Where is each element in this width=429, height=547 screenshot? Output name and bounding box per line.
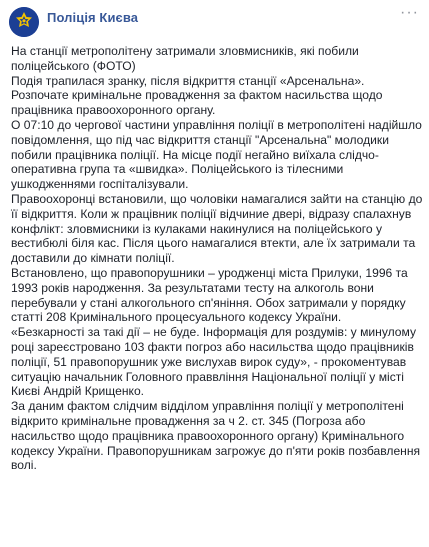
post-paragraph: На станції метрополітену затримали зловмисників, які побили поліцейського (ФОТО) — [11, 44, 359, 73]
police-badge-icon — [9, 7, 39, 37]
post-paragraph: «Безкарності за такі дії – не буде. Інформація для роздумів: у минулому році зареєстровано 103 факти погроз або насильства щодо працівників поліції, 51 правопорушник уже вислухав вирок суду», - прокоментував ситуацію начальник Головного праввління Національної поліції у місті Києві Андрій Крищенко. — [11, 325, 417, 399]
post-paragraph: Подія трапилася зранку, після відкриття станції «Арсенальна». — [11, 73, 365, 88]
post-paragraph: Встановлено, що правопорушники – уродженці міста Прилуки, 1996 та 1993 років народження. За результатами тесту на алкоголь вони перебували у стані алкогольного сп'яніння. Обох затримали у порядку статті 208 Кримінального процесуального кодексу України. — [11, 265, 408, 325]
more-options-icon[interactable]: ··· — [400, 4, 419, 21]
post-paragraph: О 07:10 до чергової частини управління поліції в метрополітені надійшло повідомлення, що під час відкриття станції "Арсенальна" молодики побили працівника поліції. На місце події негайно виїхала слідчо-оперативна група та «швидка». Поліцейського із тілесними ушкодженнями госпіталізували. — [11, 117, 422, 192]
post-paragraph: За даним фактом слідчим відділом управління поліції у метрополітені відкрито кримінальне провадження за ч 2. ст. 345 (Погроза або насильство щодо працівника правоохоронного органу) Кримінального кодексу України. Правопорушникам загрожує до п'яти років позбавлення волі. — [11, 399, 421, 473]
page-name-link[interactable]: Поліція Києва — [47, 10, 139, 25]
post-paragraph: Розпочате кримінальне провадження за фактом насильства щодо працівника правоохоронного органу. — [11, 88, 383, 118]
post-paragraph: Правоохоронці встановили, що чоловіки намагалися зайти на станцію до її відкриття. Коли ж працівник поліції відчиние двері, відразу спалахнув конфлікт: зловмисники із кулаками накинулися на поліцейського у вестибюлі біля кас. Після цього намагалися втекти, але їх затримали та доставили до кімнати поліції. — [11, 191, 423, 266]
post-header — [0, 0, 429, 44]
post-body — [11, 44, 423, 473]
page-avatar[interactable] — [9, 7, 39, 37]
